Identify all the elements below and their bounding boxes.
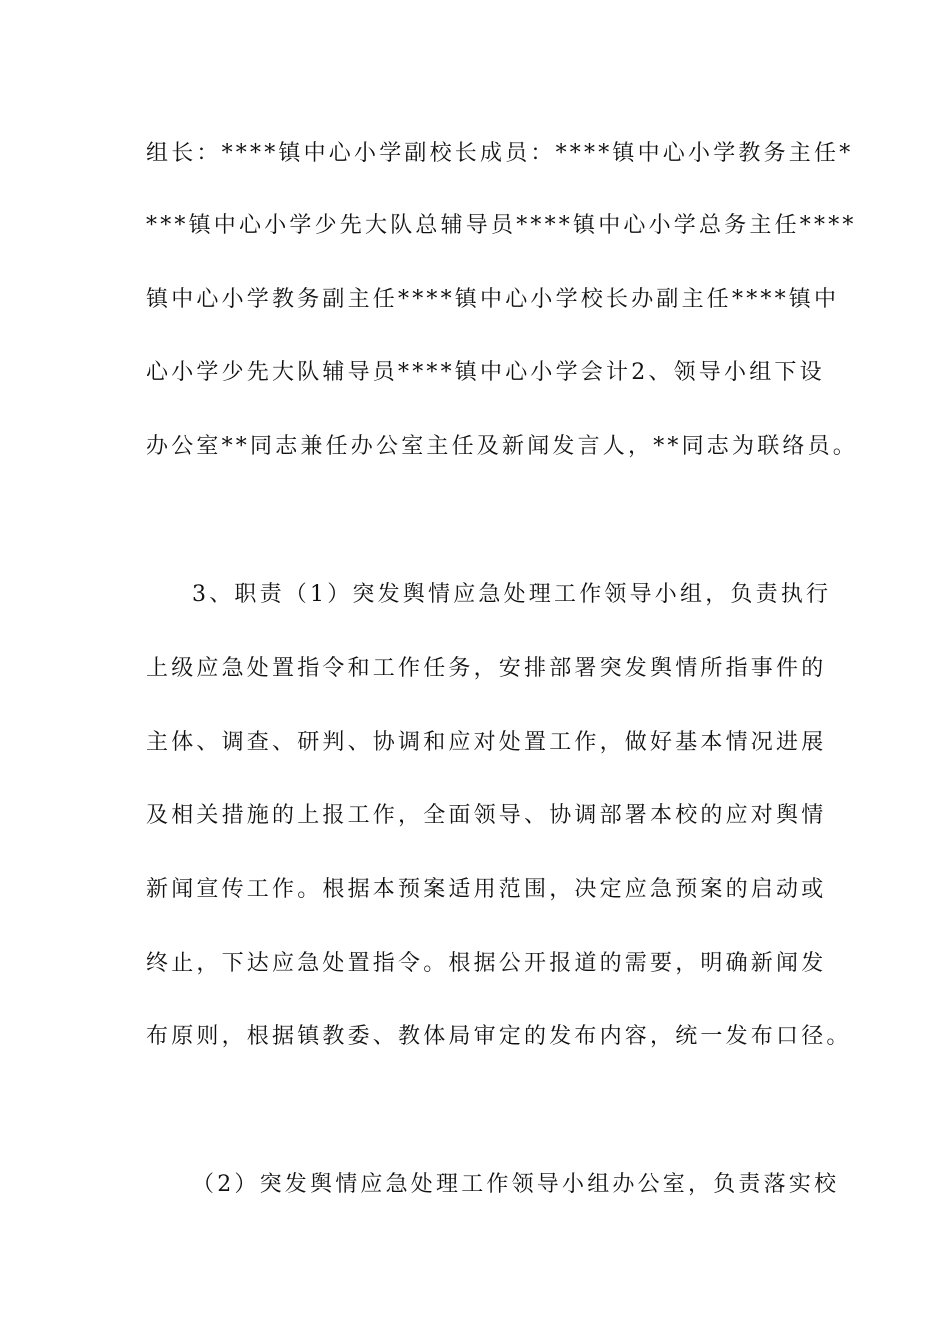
text-line: ***镇中心小学少先大队总辅导员****镇中心小学总务主任**** [146,213,857,238]
text-line: 及相关措施的上报工作，全面领导、协调部署本校的应对舆情 [146,803,827,828]
paragraph-first-line: 3、职责（1）突发舆情应急处理工作领导小组，负责执行 [192,582,832,607]
text-line: 布原则，根据镇教委、教体局审定的发布内容，统一发布口径。 [146,1024,852,1049]
text-line: 心小学少先大队辅导员****镇中心小学会计2、领导小组下设 [146,360,825,385]
text-line: 办公室**同志兼任办公室主任及新闻发言人，**同志为联络员。 [146,434,859,459]
paragraph-first-line: （2）突发舆情应急处理工作领导小组办公室，负责落实校 [192,1172,840,1197]
text-line: 新闻宣传工作。根据本预案适用范围，决定应急预案的启动或 [146,877,827,902]
text-line: 终止，下达应急处置指令。根据公开报道的需要，明确新闻发 [146,951,827,976]
text-line: 组长：****镇中心小学副校长成员：****镇中心小学教务主任* [146,141,854,166]
text-line: 镇中心小学教务副主任****镇中心小学校长办副主任****镇中 [146,287,840,312]
text-line: 主体、调查、研判、协调和应对处置工作，做好基本情况进展 [146,730,827,755]
text-line: 上级应急处置指令和工作任务，安排部署突发舆情所指事件的 [146,656,827,681]
